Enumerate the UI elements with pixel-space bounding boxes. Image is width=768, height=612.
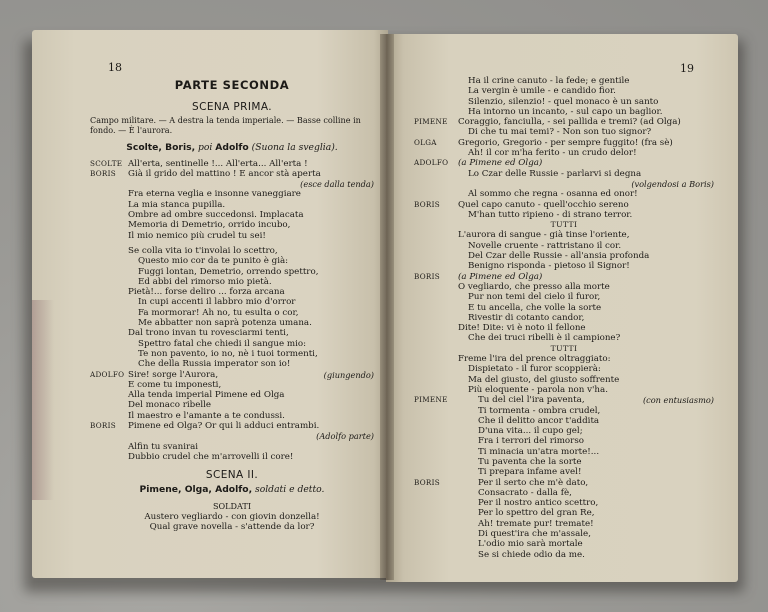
verse-line xyxy=(414,364,714,374)
verse-line xyxy=(414,282,714,292)
verse-line xyxy=(90,431,374,441)
verse-line xyxy=(414,323,714,333)
verse-line xyxy=(414,138,714,148)
verse-line xyxy=(90,308,374,318)
speaker-name: BORIS xyxy=(414,271,440,281)
soldati-line-1: Austero vegliardo - con giovin donzella! xyxy=(144,511,320,522)
stage-direction: (con entusiasmo) xyxy=(642,395,714,406)
verse-text: Dite! Dite: vi è noto il fellone xyxy=(458,323,586,334)
verse-text: Che dei truci ribelli è il campione? xyxy=(468,333,621,344)
verse-text: Del Czar delle Russie - all'ansia profonda xyxy=(468,251,650,262)
verse-text: All'erta, sentinelle !... All'erta... All'erta ! xyxy=(128,158,308,169)
verse-text: Pietà!... forse deliro ... forza arcana xyxy=(128,287,285,298)
verse-line xyxy=(90,411,374,421)
verse-text: Il mio nemico più crudel tu sei! xyxy=(128,230,266,241)
verse-text: Benigno risponda - pietoso il Signor! xyxy=(468,261,630,272)
verse-line xyxy=(414,292,714,302)
verse-text: Memoria di Demetrio, orrido incubo, xyxy=(128,220,291,231)
verse-line xyxy=(414,117,714,127)
verse-line xyxy=(90,390,374,400)
page-number-left: 18 xyxy=(108,61,122,74)
verse-line xyxy=(414,148,714,158)
speaker-name: BORIS xyxy=(414,199,440,209)
verse-line xyxy=(414,478,714,488)
verse-line xyxy=(414,385,714,395)
verse-line xyxy=(414,375,714,385)
verse-text: Che della Russia imperator son io! xyxy=(138,359,291,370)
verse-line xyxy=(414,498,714,508)
left-page-text xyxy=(90,74,374,532)
scene-1-characters: Scolte, Boris, poi Adolfo (Suona la sveglia). xyxy=(126,141,338,153)
verse-text: La mia stanca pupilla. xyxy=(128,199,226,210)
verse-line xyxy=(90,169,374,179)
verse-line xyxy=(414,488,714,498)
verse-text: Silenzio, silenzio! - quel monaco è un santo xyxy=(468,96,659,107)
verse-text: Pur non temi del cielo il furor, xyxy=(468,292,601,303)
left-page xyxy=(32,30,388,578)
verse-text: Dubbio crudel che m'arrovelli il core! xyxy=(128,451,294,462)
verse-line xyxy=(414,550,714,560)
verse-line xyxy=(414,200,714,210)
speaker-name: ADOLFO xyxy=(90,369,125,379)
verse-text: In cupi accenti il labbro mio d'orror xyxy=(138,297,296,308)
verse-line xyxy=(414,179,714,189)
verse-line xyxy=(414,395,714,405)
verse-text: Fa mormorar! Ah no, tu esulta o cor, xyxy=(138,307,299,318)
verse-line xyxy=(90,297,374,307)
verse-text: Che il delitto ancor t'addita xyxy=(478,415,600,426)
verse-text: Dal trono invan tu rovesciarmi tenti, xyxy=(128,328,289,339)
stage-direction: (Adolfo parte) xyxy=(316,431,374,442)
scene-1-title: SCENA PRIMA. xyxy=(192,101,272,113)
verse-text: Spettro fatal che chiedi il sangue mio: xyxy=(138,338,307,349)
scene-2-characters: Pimene, Olga, Adolfo, soldati e detto. xyxy=(139,484,325,496)
verse-line xyxy=(414,436,714,446)
verse-text: D'una vita... il cupo gel; xyxy=(478,426,583,437)
verse-text: Me abbatter non saprà potenza umana. xyxy=(138,318,312,329)
verse-line xyxy=(90,339,374,349)
verse-text: Coraggio, fanciulla, - sei pallida e tremi? (ad Olga) xyxy=(458,117,681,128)
verse-text: La vergin è umile - e candido fior. xyxy=(468,86,616,97)
verse-line xyxy=(90,442,374,452)
verse-line xyxy=(414,303,714,313)
right-dialogue xyxy=(414,76,714,560)
verse-text: Per lo spettro del gran Re, xyxy=(478,508,595,519)
verse-line xyxy=(90,246,374,256)
verse-text: E tu ancella, che volle la sorte xyxy=(468,302,602,313)
verse-line xyxy=(414,241,714,251)
verse-text: Di quest'ira che m'assale, xyxy=(478,529,591,540)
speaker-name: PIMENE xyxy=(414,117,448,127)
verse-text: Più eloquente - parola non v'ha. xyxy=(468,384,608,395)
verse-line xyxy=(414,529,714,539)
verse-text: Dispietato - il furor scoppierà: xyxy=(468,364,601,375)
verse-line xyxy=(90,220,374,230)
verse-text: Al sommo che regna - osanna ed onor! xyxy=(468,189,638,200)
book-gutter xyxy=(380,34,394,580)
speaker-name: BORIS xyxy=(90,421,116,431)
speaker-name: BORIS xyxy=(90,168,116,178)
verse-text: Per il nostro antico scettro, xyxy=(478,498,599,509)
verse-line xyxy=(414,406,714,416)
verse-line xyxy=(414,272,714,282)
verse-text: Ma del giusto, del giusto soffrente xyxy=(468,374,620,385)
verse-text: Fra eterna veglia e insonne vaneggiare xyxy=(128,189,301,200)
verse-line xyxy=(414,158,714,168)
chorus-label: TUTTI xyxy=(550,343,578,353)
verse-text: Già il grido del mattino ! E ancor stà aperta xyxy=(128,168,321,179)
stage-direction: (esce dalla tenda) xyxy=(300,179,374,190)
verse-text: Ed abbi del rimorso mio pietà. xyxy=(138,276,272,287)
verse-line xyxy=(414,447,714,457)
verse-text: O vegliardo, che presso alla morte xyxy=(458,281,610,292)
left-dialogue xyxy=(90,159,374,463)
page-number-right: 19 xyxy=(680,62,694,75)
scene-2-title: SCENA II. xyxy=(205,469,259,482)
verse-line xyxy=(414,230,714,240)
verse-line xyxy=(90,200,374,210)
verse-line xyxy=(414,261,714,271)
verse-text: Per il serto che m'è dato, xyxy=(478,477,589,488)
verse-text: Tu paventa che la sorte xyxy=(478,456,582,467)
verse-line xyxy=(414,97,714,107)
verse-text: Ti tormenta - ombra crudel, xyxy=(478,405,601,416)
verse-text: Sire! sorge l'Aurora, xyxy=(128,369,219,380)
soldati-label: SOLDATI xyxy=(212,501,252,512)
verse-text: Freme l'ira del prence oltraggiato: xyxy=(458,354,611,365)
verse-line xyxy=(414,416,714,426)
verse-line xyxy=(414,467,714,477)
verse-line xyxy=(414,344,714,354)
verse-text: Consacrato - dalla fè, xyxy=(478,487,572,498)
verse-line xyxy=(414,354,714,364)
verse-line xyxy=(90,179,374,189)
verse-line xyxy=(414,333,714,343)
verse-line xyxy=(414,313,714,323)
speaker-name: OLGA xyxy=(414,137,437,147)
verse-text: Fuggi lontan, Demetrio, orrendo spettro, xyxy=(138,266,319,277)
verse-text: L'odio mio sarà mortale xyxy=(478,539,583,550)
speaker-name: SCOLTE xyxy=(90,158,123,168)
verse-text: Te non pavento, io no, nè i tuoi tormenti, xyxy=(138,348,318,359)
verse-text: (a Pimene ed Olga) xyxy=(458,158,543,169)
verse-line xyxy=(90,318,374,328)
speaker-name: ADOLFO xyxy=(414,158,449,168)
verse-line xyxy=(90,421,374,431)
stage-direction: (giungendo) xyxy=(323,369,374,380)
speaker-name: PIMENE xyxy=(414,395,448,405)
verse-line xyxy=(90,267,374,277)
verse-text: Gregorio, Gregorio - per sempre fuggito! (fra sè) xyxy=(458,137,673,148)
verse-text: E come tu imponesti, xyxy=(128,379,222,390)
verse-text: Lo Czar delle Russie - parlarvi si degna xyxy=(468,168,642,179)
verse-line xyxy=(90,370,374,380)
verse-text: Ti minacia un'atra morte!... xyxy=(478,446,600,457)
verse-line xyxy=(414,457,714,467)
verse-line xyxy=(90,328,374,338)
verse-text: Del monaco ribelle xyxy=(128,400,212,411)
verse-text: Fra i terrori del rimorso xyxy=(478,436,585,447)
verse-line xyxy=(90,210,374,220)
verse-text: (a Pimene ed Olga) xyxy=(458,271,543,282)
verse-line xyxy=(90,349,374,359)
verse-text: Alfin tu svanirai xyxy=(128,441,199,452)
verse-text: Novelle cruente - rattristano il cor. xyxy=(468,240,622,251)
stage-direction: (volgendosi a Boris) xyxy=(631,178,714,189)
setting-line-2: fondo. — È l'aurora. xyxy=(90,125,173,136)
verse-text: Tu del ciel l'ira paventa, xyxy=(478,395,585,406)
verse-line xyxy=(414,251,714,261)
right-page xyxy=(386,34,738,582)
verse-line xyxy=(414,189,714,199)
verse-text: Se colla vita io t'involai lo scettro, xyxy=(128,245,278,256)
verse-text: Ha il crine canuto - la fede; e gentile xyxy=(468,76,630,86)
verse-line xyxy=(90,380,374,390)
verse-text: Quel capo canuto - quell'occhio sereno xyxy=(458,199,629,210)
soldati-line-2: Qual grave novella - s'attende da lor? xyxy=(149,521,315,532)
verse-line xyxy=(90,159,374,169)
verse-line xyxy=(414,220,714,230)
verse-text: Se si chiede odio da me. xyxy=(478,549,585,560)
verse-line xyxy=(414,210,714,220)
verse-line xyxy=(414,86,714,96)
right-page-text xyxy=(414,76,714,560)
verse-line xyxy=(414,519,714,529)
verse-line xyxy=(414,539,714,549)
verse-text: Ti prepara infame avel! xyxy=(478,467,582,478)
verse-line xyxy=(414,76,714,86)
verse-text: Rivestir di cotanto candor, xyxy=(468,312,585,323)
verse-line xyxy=(414,426,714,436)
verse-text: Ombre ad ombre succedonsi. Implacata xyxy=(128,210,304,221)
verse-text: Pimene ed Olga? Or qui li adduci entrambi. xyxy=(128,421,320,432)
verse-text: Il maestro e l'amante a te condussi. xyxy=(128,410,285,421)
verse-line xyxy=(90,277,374,287)
verse-text: Alla tenda imperial Pimene ed Olga xyxy=(128,390,285,401)
setting-line-1: Campo militare. — A destra la tenda imperiale. — Basse colline in xyxy=(90,115,361,125)
verse-line xyxy=(414,508,714,518)
chorus-label: TUTTI xyxy=(550,220,578,230)
page-stain xyxy=(32,300,54,500)
speaker-name: BORIS xyxy=(414,477,440,487)
verse-text: Ah! tremate pur! tremate! xyxy=(478,518,594,529)
verse-line xyxy=(90,359,374,369)
verse-line xyxy=(90,400,374,410)
verse-line xyxy=(414,169,714,179)
verse-text: Di che tu mai temi? - Non son tuo signor? xyxy=(468,127,652,138)
part-title: PARTE SECONDA xyxy=(174,78,290,92)
verse-text: M'han tutto ripieno - di strano terror. xyxy=(468,209,633,220)
verse-text: Ah! il cor m'ha ferito - un crudo delor! xyxy=(468,148,637,159)
verse-text: Questo mio cor da te punito è già: xyxy=(138,256,289,267)
verse-line xyxy=(90,256,374,266)
verse-line xyxy=(414,127,714,137)
verse-line xyxy=(90,189,374,199)
verse-line xyxy=(414,107,714,117)
verse-line xyxy=(90,452,374,462)
verse-text: L'aurora di sangue - già tinse l'oriente, xyxy=(458,230,630,241)
verse-line xyxy=(90,287,374,297)
verse-line xyxy=(90,231,374,241)
verse-text: Ha intorno un incanto, - sul capo un baglior. xyxy=(468,106,663,117)
